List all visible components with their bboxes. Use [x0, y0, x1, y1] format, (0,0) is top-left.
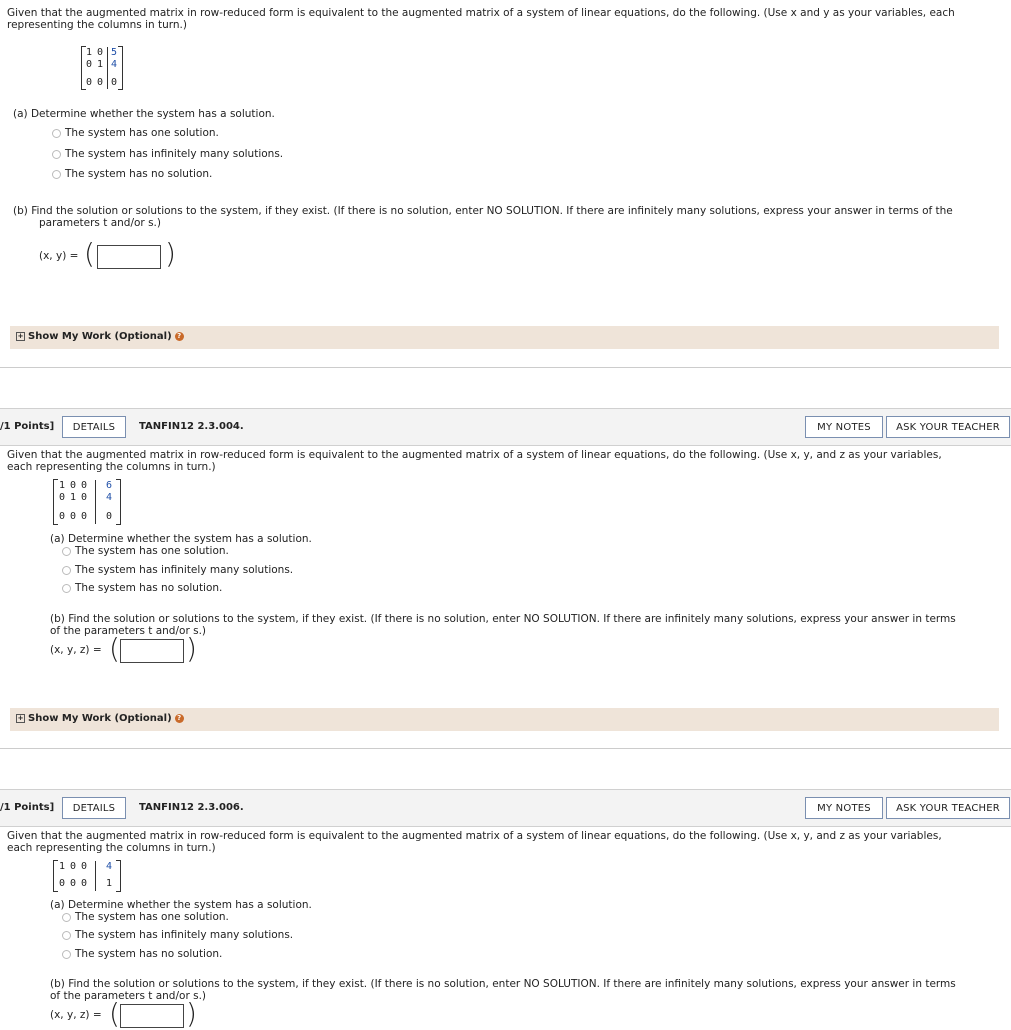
matrix-cell: 0	[69, 878, 77, 889]
help-icon[interactable]: ?	[175, 714, 184, 723]
matrix-cell: 1	[69, 492, 77, 503]
q1-choice-infinite-solutions[interactable]	[52, 148, 283, 160]
q2-ask-teacher-button[interactable]: ASK YOUR TEACHER	[886, 416, 1010, 438]
q3-augmented-matrix	[53, 860, 121, 892]
radio-icon[interactable]	[52, 129, 61, 138]
q2-choice-one-solution[interactable]	[62, 545, 229, 557]
q3-prompt-line1: Given that the augmented matrix in row-reduced form is equivalent to the augmented matrix of a system of linear equations, do the following. (Use x, y, and z as your variables,	[7, 830, 942, 842]
q3-details-button[interactable]: DETAILS	[62, 797, 126, 819]
matrix-cell: 0	[80, 480, 88, 491]
choice-label: The system has infinitely many solutions.	[75, 564, 294, 576]
radio-icon[interactable]	[62, 547, 71, 556]
q2-part-a: (a) Determine whether the system has a solution.	[50, 533, 312, 545]
matrix-cell: 0	[58, 511, 66, 522]
q1-part-b	[13, 205, 1008, 229]
matrix-cell: 0	[110, 77, 118, 88]
radio-icon[interactable]	[62, 950, 71, 959]
matrix-cell: 0	[58, 878, 66, 889]
radio-icon[interactable]	[62, 566, 71, 575]
plus-box-icon[interactable]: +	[17, 331, 24, 340]
right-paren: )	[165, 237, 176, 270]
augment-divider	[95, 861, 96, 891]
q3-choice-infinite-solutions[interactable]	[62, 929, 293, 941]
q2-choice-infinite-solutions[interactable]	[62, 564, 293, 576]
matrix-cell: 0	[69, 480, 77, 491]
q3-ask-teacher-button[interactable]: ASK YOUR TEACHER	[886, 797, 1010, 819]
left-paren: (	[109, 997, 120, 1030]
right-paren: )	[186, 997, 197, 1030]
q1-prompt-line1: Given that the augmented matrix in row-reduced form is equivalent to the augmented matrix of a system of linear equations, do the following. (Use x and y as your variables, each	[7, 7, 955, 19]
radio-icon[interactable]	[62, 913, 71, 922]
choice-label: The system has no solution.	[75, 948, 223, 960]
q3-question-id: TANFIN12 2.3.006.	[139, 802, 244, 813]
q2-points: /1 Points]	[0, 421, 55, 432]
left-paren: (	[109, 632, 120, 665]
choice-label: The system has one solution.	[75, 545, 229, 557]
q2-part-b-line2: of the parameters t and/or s.)	[50, 625, 206, 637]
q3-header	[0, 789, 1011, 827]
right-paren: )	[186, 632, 197, 665]
q2-prompt	[7, 449, 1007, 473]
q3-my-notes-button[interactable]: MY NOTES	[805, 797, 883, 819]
divider	[0, 748, 1011, 749]
matrix-cell: 4	[110, 59, 118, 70]
radio-icon[interactable]	[52, 170, 61, 179]
show-work-label: Show My Work (Optional)	[28, 331, 172, 342]
matrix-cell: 0	[85, 77, 93, 88]
q3-prompt	[7, 830, 1007, 854]
matrix-cell: 4	[105, 492, 113, 503]
divider	[0, 367, 1011, 368]
show-work-label: Show My Work (Optional)	[28, 713, 172, 724]
q2-answer-label: (x, y, z) =	[50, 644, 102, 656]
q3-part-b-line2: of the parameters t and/or s.)	[50, 990, 206, 1002]
matrix-cell: 4	[105, 861, 113, 872]
matrix-cell: 5	[110, 47, 118, 58]
matrix-cell: 0	[80, 492, 88, 503]
choice-label: The system has no solution.	[75, 582, 223, 594]
q2-choice-no-solution[interactable]	[62, 582, 222, 594]
q1-augmented-matrix	[81, 46, 123, 90]
matrix-cell: 0	[80, 861, 88, 872]
q2-header	[0, 408, 1011, 446]
augment-divider	[95, 480, 96, 524]
matrix-cell: 0	[80, 878, 88, 889]
q3-answer-input[interactable]	[120, 1004, 184, 1028]
q3-choice-one-solution[interactable]	[62, 911, 229, 923]
matrix-cell: 0	[85, 59, 93, 70]
q1-part-a: (a) Determine whether the system has a solution.	[13, 108, 275, 120]
q1-part-b-line2: parameters t and/or s.)	[39, 217, 161, 229]
matrix-cell: 0	[96, 47, 104, 58]
matrix-cell: 0	[69, 861, 77, 872]
q3-part-b-line1: (b) Find the solution or solutions to the system, if they exist. (If there is no solution, enter NO SOLUTION. If there are infinitely many solutions, express your answer in terms	[50, 978, 956, 990]
q2-details-button[interactable]: DETAILS	[62, 416, 126, 438]
matrix-cell: 1	[58, 861, 66, 872]
matrix-cell: 0	[58, 492, 66, 503]
q2-question-id: TANFIN12 2.3.004.	[139, 421, 244, 432]
augment-divider	[107, 47, 108, 89]
q2-show-work-bar[interactable]	[10, 708, 999, 731]
matrix-cell: 0	[105, 511, 113, 522]
q2-answer-input[interactable]	[120, 639, 184, 663]
q1-choice-no-solution[interactable]	[52, 168, 212, 180]
q1-show-work-bar[interactable]	[10, 326, 999, 349]
q1-choice-one-solution[interactable]	[52, 127, 219, 139]
q3-prompt-line2: each representing the columns in turn.)	[7, 842, 216, 854]
choice-label: The system has infinitely many solutions.	[65, 148, 284, 160]
matrix-cell: 1	[85, 47, 93, 58]
left-paren: (	[84, 237, 95, 270]
q3-part-a: (a) Determine whether the system has a solution.	[50, 899, 312, 911]
q2-augmented-matrix	[53, 479, 121, 525]
q1-prompt	[7, 7, 1007, 31]
matrix-cell: 1	[58, 480, 66, 491]
radio-icon[interactable]	[62, 584, 71, 593]
choice-label: The system has infinitely many solutions.	[75, 929, 294, 941]
help-icon[interactable]: ?	[175, 332, 184, 341]
q2-prompt-line2: each representing the columns in turn.)	[7, 461, 216, 473]
matrix-cell: 0	[69, 511, 77, 522]
choice-label: The system has one solution.	[65, 127, 219, 139]
q3-points: /1 Points]	[0, 802, 55, 813]
plus-box-icon[interactable]: +	[17, 713, 24, 722]
matrix-cell: 6	[105, 480, 113, 491]
matrix-cell: 0	[96, 77, 104, 88]
q1-answer-label: (x, y) =	[39, 250, 79, 262]
matrix-cell: 1	[105, 878, 113, 889]
q2-prompt-line1: Given that the augmented matrix in row-reduced form is equivalent to the augmented matrix of a system of linear equations, do the following. (Use x, y, and z as your variables,	[7, 449, 942, 461]
choice-label: The system has one solution.	[75, 911, 229, 923]
q1-prompt-line2: representing the columns in turn.)	[7, 19, 187, 31]
q3-answer-label: (x, y, z) =	[50, 1009, 102, 1021]
q3-choice-no-solution[interactable]	[62, 948, 222, 960]
matrix-cell: 1	[96, 59, 104, 70]
q2-my-notes-button[interactable]: MY NOTES	[805, 416, 883, 438]
q1-answer-input[interactable]	[97, 245, 161, 269]
radio-icon[interactable]	[62, 931, 71, 940]
q1-part-b-line1: (b) Find the solution or solutions to the system, if they exist. (If there is no solution, enter NO SOLUTION. If there are infinitely many solutions, express your answer in terms of the	[13, 205, 953, 217]
matrix-cell: 0	[80, 511, 88, 522]
radio-icon[interactable]	[52, 150, 61, 159]
q2-part-b-line1: (b) Find the solution or solutions to the system, if they exist. (If there is no solution, enter NO SOLUTION. If there are infinitely many solutions, express your answer in terms	[50, 613, 956, 625]
choice-label: The system has no solution.	[65, 168, 213, 180]
